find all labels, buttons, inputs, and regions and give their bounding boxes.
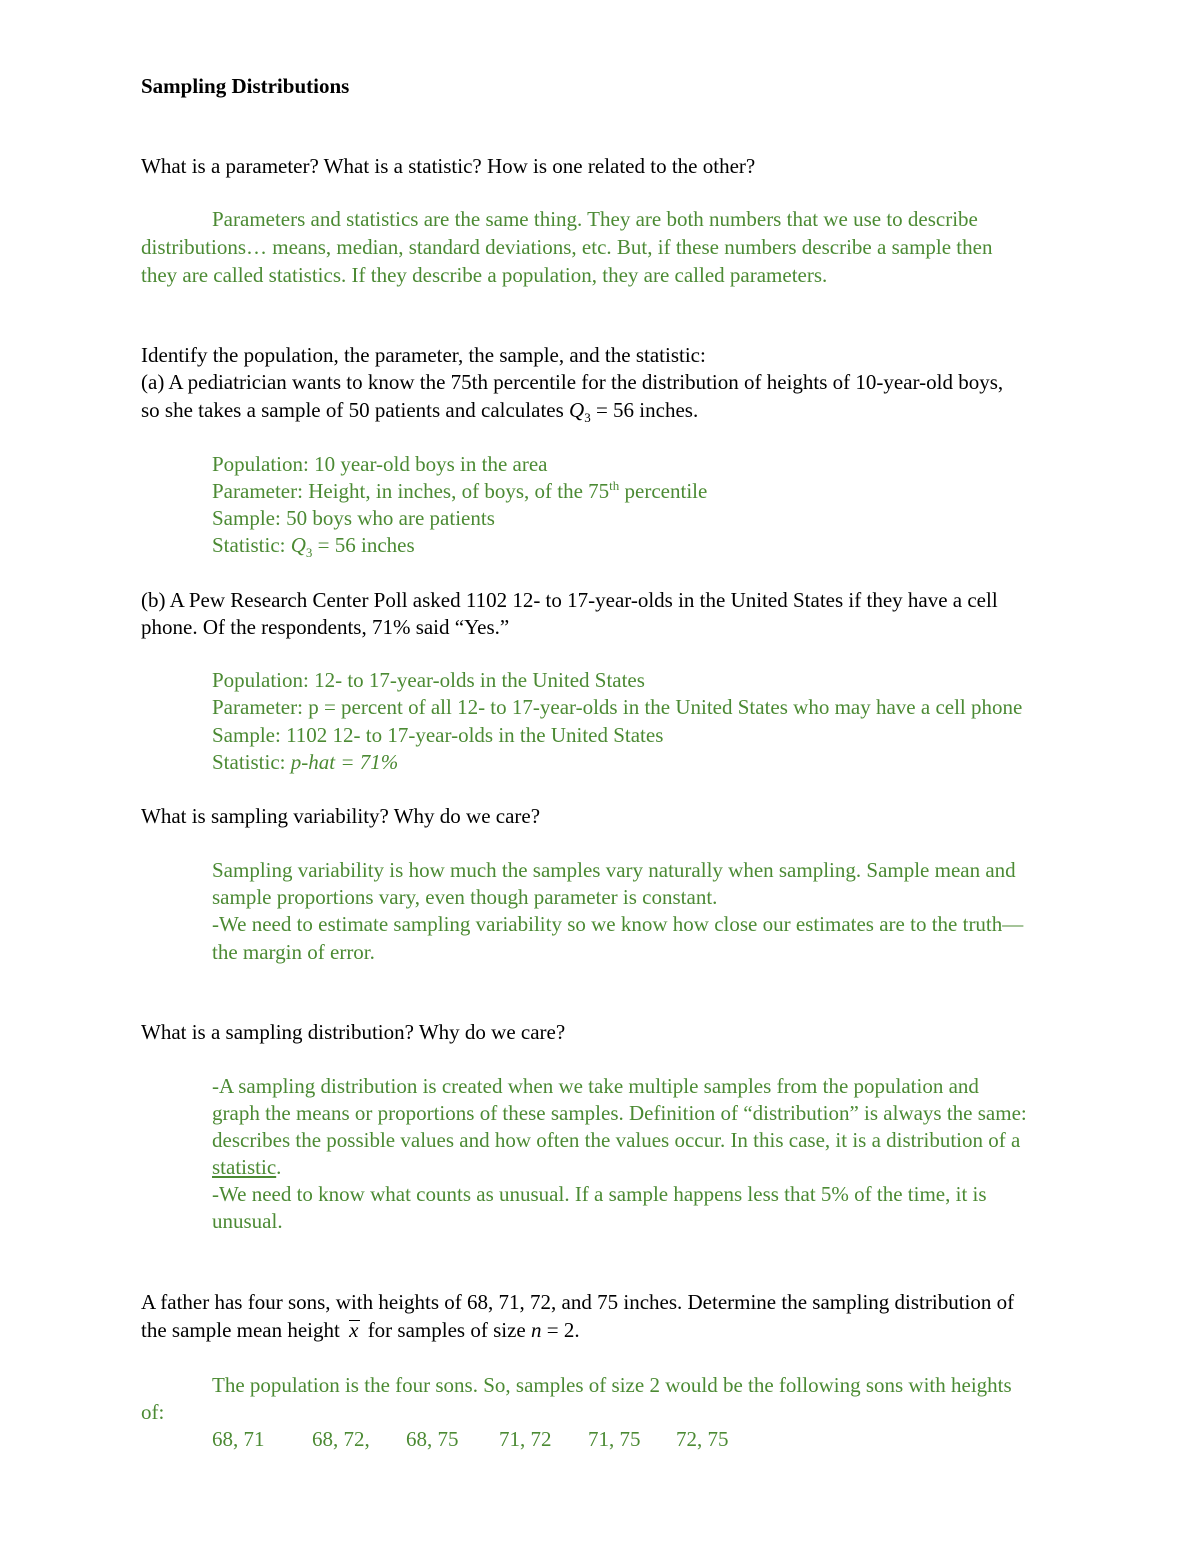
answer-a-statistic: Statistic: $Q_3 = 56$ inches [212,533,415,561]
question-four-sons-line2: the sample mean height x for samples of size n = 2. [141,1318,580,1342]
answer-line: they are called statistics. If they describe a population, they are called parameters. [141,263,828,287]
sample-pair: 68, 72, [312,1427,370,1451]
question-b-line1: (b) A Pew Research Center Poll asked 1102 12- to 17-year-olds in the United States if they have a cell [141,588,998,612]
question-four-sons-line1: A father has four sons, with heights of 68, 71, 72, and 75 inches. Determine the sampling distribution of [141,1290,1015,1314]
xbar-symbol: x [345,1316,362,1344]
answer-line: -We need to estimate sampling variability so we know how close our estimates are to the truth— [212,912,1024,936]
answer-line: of: [141,1400,165,1424]
answer-line: statistic. [212,1155,282,1179]
question-parameter-statistic: What is a parameter? What is a statistic? How is one related to the other? [141,154,756,178]
question-identify-prompt: Identify the population, the parameter, the sample, and the statistic: [141,343,706,367]
answer-b-sample: Sample: 1102 12- to 17-year-olds in the United States [212,723,664,747]
sample-pair: 71, 75 [588,1427,641,1451]
answer-line: graph the means or proportions of these samples. Definition of “distribution” is always the same: [212,1101,1027,1125]
answer-line: The population is the four sons. So, samples of size 2 would be the following sons with heights [212,1373,1012,1397]
answer-b-population: Population: 12- to 17-year-olds in the United States [212,668,645,692]
answer-a-sample: Sample: 50 boys who are patients [212,506,495,530]
question-a-line2: so she takes a sample of 50 patients and calculates $Q_3 = 56$ inches. [141,398,699,426]
question-sampling-variability: What is sampling variability? Why do we care? [141,804,541,828]
answer-line: -A sampling distribution is created when we take multiple samples from the population and [212,1074,979,1098]
answer-line: sample proportions vary, even though parameter is constant. [212,885,718,909]
sample-pair: 68, 71 [212,1427,265,1451]
answer-line: distributions… means, median, standard deviations, etc. But, if these numbers describe a sample then [141,235,993,259]
question-a-line1: (a) A pediatrician wants to know the 75th percentile for the distribution of heights of 10-year-old boys, [141,370,1004,394]
underlined-word: statistic [212,1155,277,1179]
question-b-line2: phone. Of the respondents, 71% said “Yes.” [141,615,510,639]
sample-pair: 72, 75 [676,1427,729,1451]
answer-b-statistic: Statistic: p-hat = 71% [212,750,399,774]
page-title: Sampling Distributions [141,74,350,98]
answer-line: Parameters and statistics are the same thing. They are both numbers that we use to describe [212,207,978,231]
answer-b-parameter: Parameter: p = percent of all 12- to 17-year-olds in the United States who may have a cell phone [212,695,1023,719]
sample-pair: 71, 72 [499,1427,552,1451]
answer-line: the margin of error. [212,940,375,964]
answer-line: unusual. [212,1209,283,1233]
answer-line: describes the possible values and how often the values occur. In this case, it is a distribution of a [212,1128,1021,1152]
question-sampling-distribution: What is a sampling distribution? Why do we care? [141,1020,566,1044]
answer-line: -We need to know what counts as unusual. If a sample happens less that 5% of the time, it is [212,1182,987,1206]
answer-a-parameter: Parameter: Height, in inches, of boys, of the 75th percentile [212,478,708,503]
sample-pair: 68, 75 [406,1427,459,1451]
answer-a-population: Population: 10 year-old boys in the area [212,452,548,476]
answer-line: Sampling variability is how much the samples vary naturally when sampling. Sample mean and [212,858,1016,882]
